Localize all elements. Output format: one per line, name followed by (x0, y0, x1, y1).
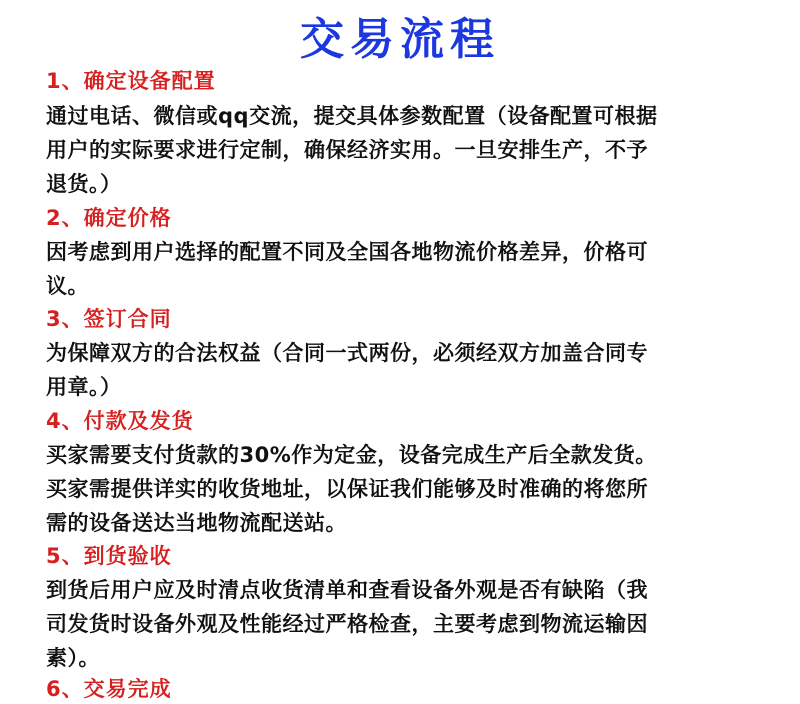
step-1-text-line: 退货。） (46, 172, 122, 196)
step-4-text-line: 需的设备送达当地物流配送站。 (46, 511, 347, 535)
step-5-heading: 5、到货验收 (46, 544, 172, 568)
step-5-text-line: 素）。 (46, 646, 100, 670)
step-4-heading: 4、付款及发货 (46, 409, 194, 433)
step-1-text-line: 通过电话、微信或qq交流，提交具体参数配置（设备配置可根据 (46, 104, 658, 128)
step-5-text-line: 司发货时设备外观及性能经过严格检查，主要考虑到物流运输因 (46, 612, 648, 636)
step-4-text-line: 买家需要支付货款的30%作为定金，设备完成生产后全款发货。 (46, 443, 657, 467)
step-1-text-line: 用户的实际要求进行定制，确保经济实用。一旦安排生产，不予 (46, 138, 648, 162)
step-3-heading: 3、签订合同 (46, 307, 172, 331)
step-2-heading: 2、确定价格 (46, 206, 172, 230)
step-4-text-line: 买家需提供详实的收货地址，以保证我们能够及时准确的将您所 (46, 477, 648, 501)
step-6-heading: 6、交易完成 (46, 677, 172, 701)
step-3-text-line: 为保障双方的合法权益（合同一式两份，必须经双方加盖合同专 (46, 341, 648, 365)
step-1-heading: 1、确定设备配置 (46, 69, 216, 93)
step-2-text-line: 议。 (46, 274, 89, 298)
step-2-text-line: 因考虑到用户选择的配置不同及全国各地物流价格差异，价格可 (46, 240, 648, 264)
page-title: 交易流程 (300, 14, 500, 65)
step-5-text-line: 到货后用户应及时清点收货清单和查看设备外观是否有缺陷（我 (46, 578, 648, 602)
step-3-text-line: 用章。） (46, 375, 122, 399)
